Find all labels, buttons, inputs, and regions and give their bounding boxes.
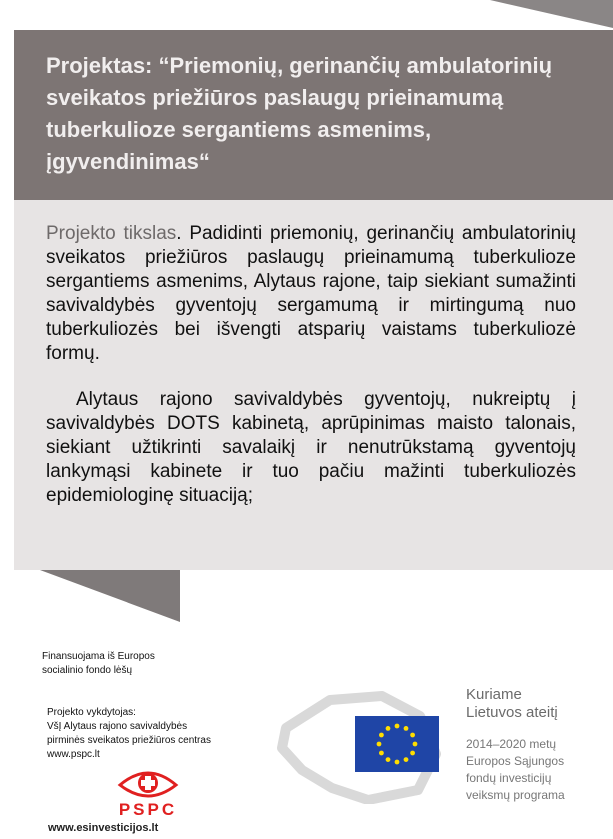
- description-panel: [14, 200, 613, 570]
- eu-star-icon: [379, 751, 384, 756]
- pspc-logo: [98, 763, 198, 819]
- eu-star-icon: [395, 724, 400, 729]
- implementer-heading: Projekto vykdytojas:: [47, 707, 136, 718]
- implementer-line-1: VšĮ Alytaus rajono savivaldybės: [47, 721, 188, 732]
- website-link[interactable]: www.esinvesticijos.lt: [48, 822, 159, 834]
- eu-star-icon: [410, 751, 415, 756]
- program-line-4: veiksmų programa: [466, 788, 565, 802]
- title-banner: [14, 30, 613, 200]
- program-line-2: Europos Sąjungos: [466, 754, 565, 768]
- eu-star-icon: [404, 726, 409, 731]
- program-info: [466, 736, 611, 804]
- implementer-url[interactable]: www.pspc.lt: [47, 749, 100, 760]
- funding-note: [42, 650, 192, 678]
- eu-star-icon: [386, 757, 391, 762]
- funding-line-2: socialinio fondo lėšų: [42, 665, 133, 676]
- slogan-line-2: Lietuvos ateitį: [466, 704, 558, 721]
- bottom-corner-decoration: [40, 570, 180, 622]
- funding-line-1: Finansuojama iš Europos: [42, 651, 155, 662]
- program-line-1: 2014–2020 metų: [466, 737, 557, 751]
- program-line-3: fondų investicijų: [466, 771, 552, 785]
- slogan: [466, 686, 611, 722]
- goal-label: Projekto tikslas: [46, 223, 177, 244]
- eu-star-icon: [395, 760, 400, 765]
- eu-star-icon: [413, 742, 418, 747]
- goal-text: . Padidinti priemonių, gerinančių ambulatorinių sveikatos priežiūros paslaugų prieinamumą tuberkulioze sergantiems asmenims, Alytaus rajone, taip siekiant sumažinti savivaldybės gyventojų sergamumą ir mirtingumą nuo tuberkuliozės bei išvengti atsparių vaistams tuberkuliozė formų.: [46, 223, 576, 364]
- implementer-info: [47, 706, 257, 762]
- eu-star-icon: [379, 733, 384, 738]
- activity-paragraph: Alytaus rajono savivaldybės gyventojų, nukreiptų į savivaldybės DOTS kabinetą, aprūpinimas maisto talonais, siekiant užtikrinti savalaikį ir nenutrūkstamą gyventojų lankymąsi kabinete ir tuo pačiu mažinti tuberkuliozės epidemiologinę situaciją;: [46, 389, 576, 506]
- page-title: Projektas: “Priemonių, gerinančių ambulatorinių sveikatos priežiūros paslaugų prieinamumą tuberkulioze sergantiems asmenims, įgyvendinimas“: [46, 53, 553, 174]
- eu-flag-icon: [355, 716, 439, 772]
- eu-star-icon: [410, 733, 415, 738]
- project-goal-paragraph: [46, 222, 576, 366]
- top-corner-decoration: [490, 0, 613, 28]
- eu-star-icon: [377, 742, 382, 747]
- logo-text: PSPC: [118, 800, 178, 819]
- implementer-line-2: pirminės sveikatos priežiūros centras: [47, 735, 211, 746]
- slogan-line-1: Kuriame: [466, 686, 522, 703]
- eu-star-icon: [404, 757, 409, 762]
- eu-star-icon: [386, 726, 391, 731]
